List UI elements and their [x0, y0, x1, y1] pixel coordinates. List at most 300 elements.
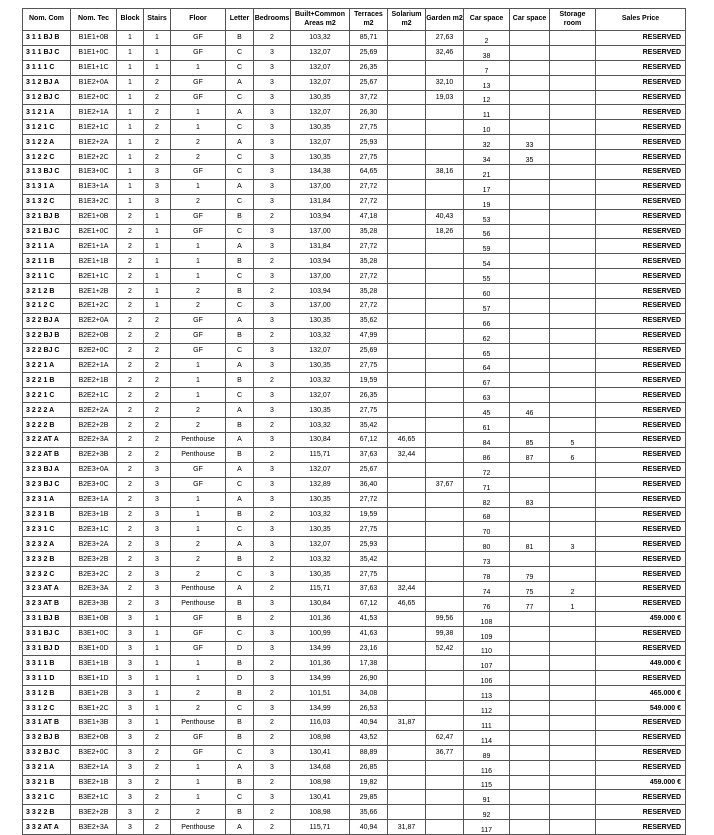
- cell-bedrooms: 3: [254, 224, 291, 239]
- cell-terraces: 37,63: [350, 447, 388, 462]
- cell-stairs: 1: [144, 60, 171, 75]
- cell-car-space-2: 35: [510, 150, 550, 165]
- cell-storage-room: [550, 90, 596, 105]
- cell-nom-com: 3 3 2 1 B: [23, 775, 71, 790]
- cell-block: 2: [117, 403, 144, 418]
- cell-built-area: 103,94: [291, 284, 350, 299]
- cell-letter: A: [226, 403, 254, 418]
- cell-storage-room: [550, 760, 596, 775]
- table-row: [23, 433, 686, 448]
- cell-terraces: 27,72: [350, 299, 388, 314]
- cell-sales-price: RESERVED: [596, 447, 686, 462]
- cell-terraces: 35,28: [350, 284, 388, 299]
- cell-nom-tec: B2E2+0B: [71, 328, 117, 343]
- col-header-nom-tec: Nom. Tec: [71, 9, 117, 31]
- cell-stairs: 2: [144, 388, 171, 403]
- cell-nom-tec: B3E1+0C: [71, 626, 117, 641]
- cell-sales-price: RESERVED: [596, 492, 686, 507]
- cell-bedrooms: 2: [254, 715, 291, 730]
- cell-car-space-1: 74: [464, 581, 510, 596]
- cell-storage-room: [550, 313, 596, 328]
- cell-car-space-2: [510, 75, 550, 90]
- cell-stairs: 2: [144, 150, 171, 165]
- cell-car-space-1: 71: [464, 477, 510, 492]
- cell-bedrooms: 2: [254, 656, 291, 671]
- cell-bedrooms: 2: [254, 552, 291, 567]
- cell-nom-tec: B3E2+0B: [71, 730, 117, 745]
- cell-car-space-1: 32: [464, 135, 510, 150]
- cell-car-space-1: 73: [464, 552, 510, 567]
- cell-letter: D: [226, 671, 254, 686]
- cell-bedrooms: 2: [254, 284, 291, 299]
- col-header-letter: Letter: [226, 9, 254, 31]
- cell-stairs: 3: [144, 567, 171, 582]
- cell-car-space-2: [510, 45, 550, 60]
- cell-car-space-2: 81: [510, 537, 550, 552]
- cell-sales-price: RESERVED: [596, 150, 686, 165]
- cell-storage-room: [550, 820, 596, 835]
- cell-solarium: [388, 462, 426, 477]
- cell-car-space-2: [510, 745, 550, 760]
- cell-nom-tec: B2E3+3A: [71, 581, 117, 596]
- cell-terraces: 29,85: [350, 790, 388, 805]
- cell-built-area: 132,07: [291, 105, 350, 120]
- cell-nom-com: 3 1 1 BJ B: [23, 31, 71, 46]
- cell-bedrooms: 3: [254, 388, 291, 403]
- cell-nom-com: 3 2 1 2 C: [23, 299, 71, 314]
- cell-floor: 1: [171, 60, 226, 75]
- cell-bedrooms: 3: [254, 194, 291, 209]
- cell-nom-com: 3 3 1 BJ C: [23, 626, 71, 641]
- cell-terraces: 25,69: [350, 45, 388, 60]
- cell-garden: [426, 269, 464, 284]
- cell-storage-room: [550, 418, 596, 433]
- cell-stairs: 1: [144, 239, 171, 254]
- cell-stairs: 2: [144, 418, 171, 433]
- cell-solarium: [388, 358, 426, 373]
- table-row: [23, 388, 686, 403]
- cell-stairs: 2: [144, 105, 171, 120]
- cell-floor: GF: [171, 611, 226, 626]
- cell-garden: [426, 701, 464, 716]
- cell-terraces: 27,72: [350, 492, 388, 507]
- cell-garden: [426, 820, 464, 835]
- cell-solarium: [388, 775, 426, 790]
- cell-letter: B: [226, 686, 254, 701]
- cell-storage-room: 6: [550, 447, 596, 462]
- cell-block: 1: [117, 105, 144, 120]
- cell-letter: B: [226, 656, 254, 671]
- cell-nom-tec: B1E2+0A: [71, 75, 117, 90]
- cell-solarium: [388, 239, 426, 254]
- cell-car-space-2: [510, 388, 550, 403]
- cell-car-space-1: 7: [464, 60, 510, 75]
- table-row: [23, 596, 686, 611]
- cell-letter: C: [226, 150, 254, 165]
- cell-garden: [426, 760, 464, 775]
- cell-letter: B: [226, 715, 254, 730]
- cell-solarium: [388, 165, 426, 180]
- cell-car-space-2: [510, 805, 550, 820]
- cell-bedrooms: 3: [254, 120, 291, 135]
- cell-bedrooms: 3: [254, 358, 291, 373]
- cell-storage-room: [550, 492, 596, 507]
- cell-storage-room: [550, 522, 596, 537]
- cell-nom-tec: B3E2+2B: [71, 805, 117, 820]
- cell-floor: 2: [171, 552, 226, 567]
- cell-solarium: [388, 552, 426, 567]
- cell-bedrooms: 3: [254, 433, 291, 448]
- cell-block: 3: [117, 760, 144, 775]
- cell-floor: 2: [171, 299, 226, 314]
- cell-letter: C: [226, 522, 254, 537]
- cell-built-area: 130,35: [291, 313, 350, 328]
- cell-terraces: 27,75: [350, 358, 388, 373]
- cell-stairs: 1: [144, 656, 171, 671]
- cell-storage-room: [550, 388, 596, 403]
- cell-floor: GF: [171, 224, 226, 239]
- cell-nom-com: 3 3 1 2 C: [23, 701, 71, 716]
- cell-terraces: 25,67: [350, 75, 388, 90]
- cell-nom-com: 3 3 1 BJ B: [23, 611, 71, 626]
- col-header-bedrooms: Bedrooms: [254, 9, 291, 31]
- cell-bedrooms: 3: [254, 343, 291, 358]
- cell-terraces: 23,16: [350, 641, 388, 656]
- cell-block: 3: [117, 790, 144, 805]
- cell-solarium: [388, 418, 426, 433]
- table-row: [23, 775, 686, 790]
- cell-storage-room: [550, 179, 596, 194]
- cell-stairs: 1: [144, 299, 171, 314]
- cell-nom-tec: B2E1+0C: [71, 224, 117, 239]
- cell-car-space-1: 60: [464, 284, 510, 299]
- cell-block: 2: [117, 209, 144, 224]
- table-row: [23, 75, 686, 90]
- cell-built-area: 130,35: [291, 492, 350, 507]
- table-row: [23, 715, 686, 730]
- cell-car-space-1: 2: [464, 31, 510, 46]
- cell-solarium: 31,87: [388, 715, 426, 730]
- cell-car-space-1: 89: [464, 745, 510, 760]
- cell-nom-com: 3 3 2 BJ C: [23, 745, 71, 760]
- cell-letter: B: [226, 805, 254, 820]
- cell-terraces: 25,93: [350, 537, 388, 552]
- cell-terraces: 27,72: [350, 269, 388, 284]
- cell-letter: C: [226, 45, 254, 60]
- table-row: [23, 45, 686, 60]
- cell-garden: [426, 552, 464, 567]
- cell-solarium: [388, 209, 426, 224]
- cell-built-area: 132,89: [291, 477, 350, 492]
- cell-nom-tec: B2E1+1A: [71, 239, 117, 254]
- cell-letter: C: [226, 90, 254, 105]
- cell-solarium: [388, 805, 426, 820]
- cell-letter: B: [226, 328, 254, 343]
- cell-floor: 2: [171, 686, 226, 701]
- cell-storage-room: [550, 656, 596, 671]
- cell-floor: GF: [171, 209, 226, 224]
- cell-terraces: 27,75: [350, 522, 388, 537]
- cell-storage-room: [550, 358, 596, 373]
- cell-car-space-1: 64: [464, 358, 510, 373]
- cell-terraces: 27,75: [350, 567, 388, 582]
- cell-sales-price: RESERVED: [596, 805, 686, 820]
- cell-car-space-1: 116: [464, 760, 510, 775]
- cell-car-space-1: 117: [464, 820, 510, 835]
- cell-bedrooms: 3: [254, 403, 291, 418]
- cell-garden: [426, 671, 464, 686]
- cell-sales-price: RESERVED: [596, 75, 686, 90]
- cell-sales-price: RESERVED: [596, 477, 686, 492]
- cell-built-area: 103,94: [291, 254, 350, 269]
- table-row: [23, 90, 686, 105]
- cell-sales-price: RESERVED: [596, 254, 686, 269]
- cell-garden: 38,16: [426, 165, 464, 180]
- cell-stairs: 2: [144, 343, 171, 358]
- cell-garden: [426, 447, 464, 462]
- cell-solarium: 32,44: [388, 447, 426, 462]
- cell-storage-room: [550, 343, 596, 358]
- cell-stairs: 2: [144, 120, 171, 135]
- cell-sales-price: RESERVED: [596, 715, 686, 730]
- cell-sales-price: RESERVED: [596, 209, 686, 224]
- cell-block: 2: [117, 299, 144, 314]
- table-row: [23, 522, 686, 537]
- table-row: [23, 254, 686, 269]
- table-row: [23, 701, 686, 716]
- cell-garden: [426, 507, 464, 522]
- cell-floor: 2: [171, 418, 226, 433]
- col-header-storage-room: Storage room: [550, 9, 596, 31]
- cell-sales-price: RESERVED: [596, 537, 686, 552]
- cell-floor: 1: [171, 492, 226, 507]
- cell-letter: B: [226, 373, 254, 388]
- cell-nom-tec: B2E1+2B: [71, 284, 117, 299]
- cell-nom-com: 3 2 2 AT A: [23, 433, 71, 448]
- cell-nom-tec: B2E3+2A: [71, 537, 117, 552]
- table-row: [23, 641, 686, 656]
- cell-sales-price: 459.000 €: [596, 611, 686, 626]
- cell-garden: [426, 418, 464, 433]
- table-row: [23, 656, 686, 671]
- cell-sales-price: RESERVED: [596, 641, 686, 656]
- cell-stairs: 1: [144, 209, 171, 224]
- cell-car-space-1: 80: [464, 537, 510, 552]
- cell-car-space-2: [510, 313, 550, 328]
- cell-bedrooms: 3: [254, 313, 291, 328]
- cell-block: 1: [117, 31, 144, 46]
- cell-car-space-1: 84: [464, 433, 510, 448]
- cell-nom-com: 3 2 1 1 B: [23, 254, 71, 269]
- cell-block: 3: [117, 715, 144, 730]
- cell-sales-price: 549.000 €: [596, 701, 686, 716]
- cell-letter: C: [226, 60, 254, 75]
- cell-nom-tec: B3E1+0B: [71, 611, 117, 626]
- cell-sales-price: RESERVED: [596, 671, 686, 686]
- cell-block: 3: [117, 730, 144, 745]
- cell-stairs: 3: [144, 492, 171, 507]
- cell-garden: [426, 358, 464, 373]
- cell-letter: C: [226, 224, 254, 239]
- cell-car-space-2: [510, 31, 550, 46]
- cell-garden: [426, 299, 464, 314]
- cell-car-space-2: [510, 656, 550, 671]
- cell-sales-price: RESERVED: [596, 626, 686, 641]
- cell-car-space-2: [510, 239, 550, 254]
- cell-bedrooms: 3: [254, 522, 291, 537]
- cell-garden: [426, 656, 464, 671]
- cell-nom-tec: B2E2+1B: [71, 373, 117, 388]
- cell-storage-room: [550, 745, 596, 760]
- cell-stairs: 2: [144, 433, 171, 448]
- cell-terraces: 17,38: [350, 656, 388, 671]
- cell-solarium: [388, 626, 426, 641]
- cell-built-area: 132,07: [291, 537, 350, 552]
- cell-sales-price: RESERVED: [596, 120, 686, 135]
- table-row: [23, 820, 686, 835]
- cell-terraces: 47,18: [350, 209, 388, 224]
- cell-floor: 2: [171, 403, 226, 418]
- cell-sales-price: RESERVED: [596, 299, 686, 314]
- cell-car-space-1: 57: [464, 299, 510, 314]
- cell-floor: Penthouse: [171, 820, 226, 835]
- cell-bedrooms: 3: [254, 179, 291, 194]
- cell-bedrooms: 2: [254, 447, 291, 462]
- cell-garden: 40,43: [426, 209, 464, 224]
- cell-storage-room: [550, 611, 596, 626]
- cell-car-space-1: 114: [464, 730, 510, 745]
- cell-storage-room: [550, 715, 596, 730]
- cell-floor: GF: [171, 165, 226, 180]
- cell-garden: 19,03: [426, 90, 464, 105]
- cell-car-space-2: [510, 611, 550, 626]
- cell-bedrooms: 2: [254, 775, 291, 790]
- cell-stairs: 1: [144, 701, 171, 716]
- cell-nom-com: 3 3 1 1 D: [23, 671, 71, 686]
- table-row: [23, 418, 686, 433]
- cell-nom-tec: B1E1+0B: [71, 31, 117, 46]
- cell-floor: 2: [171, 537, 226, 552]
- cell-terraces: 26,35: [350, 388, 388, 403]
- cell-solarium: [388, 343, 426, 358]
- cell-sales-price: RESERVED: [596, 730, 686, 745]
- cell-letter: C: [226, 701, 254, 716]
- table-row: [23, 373, 686, 388]
- cell-nom-tec: B1E2+0C: [71, 90, 117, 105]
- table-row: [23, 537, 686, 552]
- cell-nom-com: 3 2 1 2 B: [23, 284, 71, 299]
- cell-floor: Penthouse: [171, 715, 226, 730]
- cell-sales-price: RESERVED: [596, 358, 686, 373]
- cell-solarium: [388, 537, 426, 552]
- cell-storage-room: [550, 730, 596, 745]
- table-row: [23, 328, 686, 343]
- cell-nom-tec: B2E2+2A: [71, 403, 117, 418]
- cell-car-space-2: [510, 165, 550, 180]
- cell-bedrooms: 3: [254, 90, 291, 105]
- cell-built-area: 132,07: [291, 60, 350, 75]
- cell-car-space-2: [510, 507, 550, 522]
- cell-floor: 2: [171, 150, 226, 165]
- cell-block: 2: [117, 567, 144, 582]
- table-row: [23, 760, 686, 775]
- table-row: [23, 745, 686, 760]
- cell-terraces: 26,53: [350, 701, 388, 716]
- cell-sales-price: RESERVED: [596, 269, 686, 284]
- cell-car-space-1: 17: [464, 179, 510, 194]
- cell-storage-room: [550, 567, 596, 582]
- cell-built-area: 131,84: [291, 194, 350, 209]
- cell-block: 2: [117, 239, 144, 254]
- cell-solarium: [388, 641, 426, 656]
- cell-letter: A: [226, 105, 254, 120]
- cell-nom-tec: B2E1+2C: [71, 299, 117, 314]
- cell-sales-price: RESERVED: [596, 135, 686, 150]
- table-row: [23, 552, 686, 567]
- col-header-stairs: Stairs: [144, 9, 171, 31]
- cell-nom-com: 3 2 3 2 B: [23, 552, 71, 567]
- cell-built-area: 108,98: [291, 730, 350, 745]
- cell-block: 2: [117, 313, 144, 328]
- cell-car-space-2: [510, 715, 550, 730]
- cell-nom-com: 3 2 2 BJ C: [23, 343, 71, 358]
- table-row: [23, 507, 686, 522]
- cell-nom-com: 3 2 2 BJ B: [23, 328, 71, 343]
- cell-stairs: 1: [144, 224, 171, 239]
- cell-storage-room: [550, 790, 596, 805]
- cell-sales-price: RESERVED: [596, 224, 686, 239]
- cell-car-space-1: 68: [464, 507, 510, 522]
- cell-storage-room: [550, 239, 596, 254]
- col-header-car-space-2: Car space: [510, 9, 550, 31]
- cell-nom-tec: B2E2+0C: [71, 343, 117, 358]
- cell-block: 2: [117, 373, 144, 388]
- cell-floor: GF: [171, 641, 226, 656]
- table-row: [23, 239, 686, 254]
- cell-letter: A: [226, 581, 254, 596]
- cell-nom-com: 3 3 1 1 B: [23, 656, 71, 671]
- cell-terraces: 37,63: [350, 581, 388, 596]
- cell-terraces: 35,28: [350, 224, 388, 239]
- cell-nom-tec: B2E3+2C: [71, 567, 117, 582]
- cell-built-area: 130,41: [291, 790, 350, 805]
- cell-solarium: [388, 313, 426, 328]
- cell-bedrooms: 3: [254, 492, 291, 507]
- cell-car-space-1: 76: [464, 596, 510, 611]
- col-header-built-area: Built+Common Areas m2: [291, 9, 350, 31]
- cell-nom-com: 3 3 2 BJ B: [23, 730, 71, 745]
- table-row: [23, 626, 686, 641]
- cell-nom-com: 3 1 2 1 A: [23, 105, 71, 120]
- cell-garden: [426, 715, 464, 730]
- table-row: [23, 120, 686, 135]
- cell-block: 1: [117, 135, 144, 150]
- cell-built-area: 103,94: [291, 209, 350, 224]
- cell-nom-tec: B2E2+0A: [71, 313, 117, 328]
- cell-garden: [426, 313, 464, 328]
- cell-storage-room: [550, 254, 596, 269]
- cell-solarium: [388, 492, 426, 507]
- cell-bedrooms: 3: [254, 790, 291, 805]
- cell-nom-com: 3 1 1 1 C: [23, 60, 71, 75]
- cell-floor: GF: [171, 462, 226, 477]
- cell-nom-tec: B2E3+0C: [71, 477, 117, 492]
- cell-nom-com: 3 3 2 1 C: [23, 790, 71, 805]
- cell-block: 1: [117, 179, 144, 194]
- col-header-floor: Floor: [171, 9, 226, 31]
- cell-stairs: 1: [144, 686, 171, 701]
- cell-built-area: 130,41: [291, 745, 350, 760]
